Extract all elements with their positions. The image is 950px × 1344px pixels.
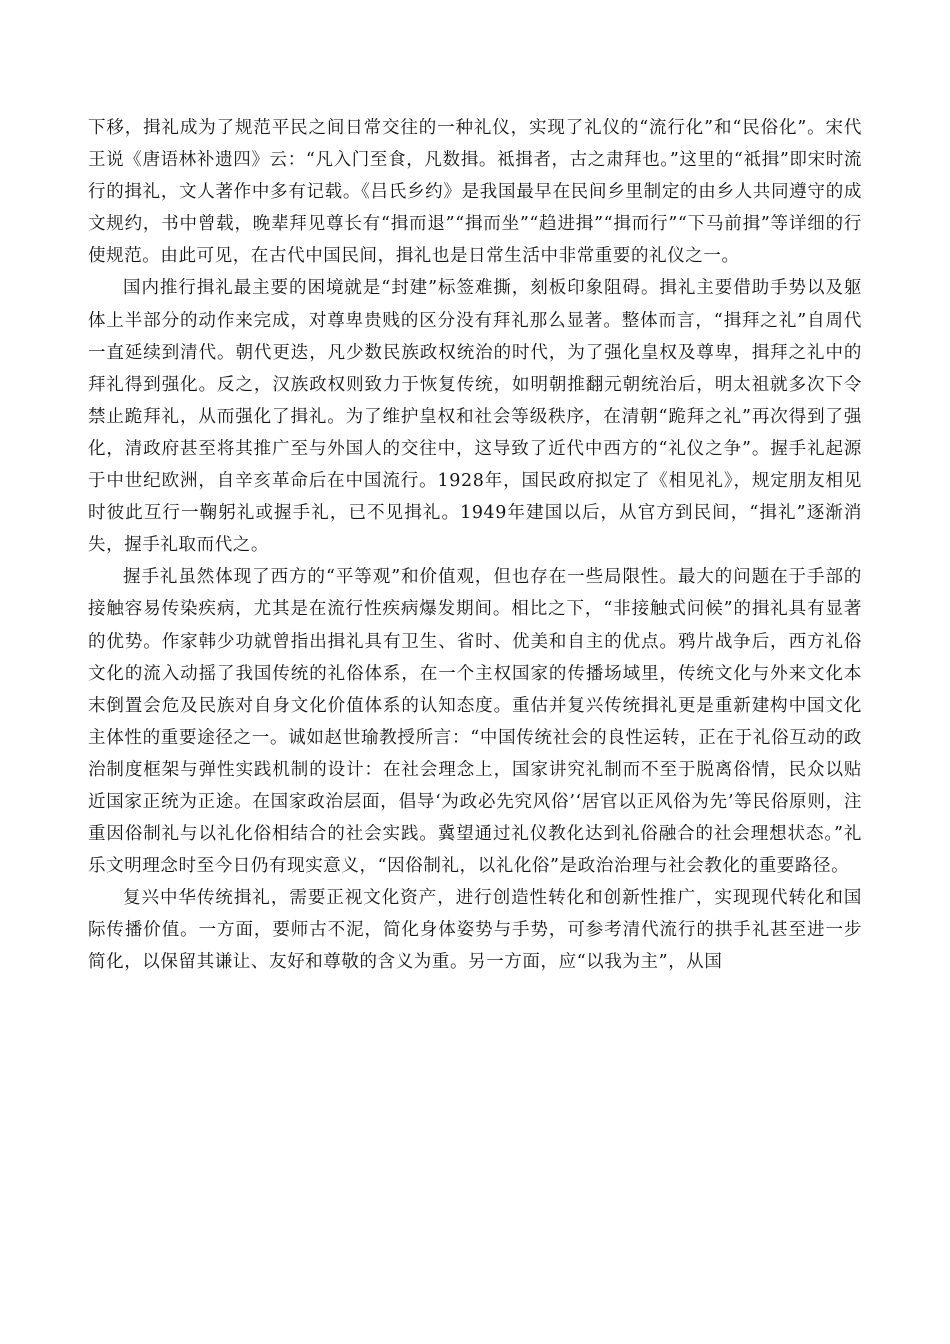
paragraph-2: 国内推行揖礼最主要的困境就是“封建”标签难撕，刻板印象阻碍。揖礼主要借助手势以及躯体上半部分的动作来完成，对尊卑贵贱的区分没有拜礼那么显著。整体而言，“揖拜之礼”自周代一直延续到清代。朝代更迭，凡少数民族政权统治的时代，为了强化皇权及尊卑，揖拜之礼中的拜礼得到强化。反之，汉族政权则致力于恢复传统，如明朝推翻元朝统治后，明太祖就多次下令禁止跪拜礼，从而强化了揖礼。为了维护皇权和社会等级秩序，在清朝“跪拜之礼”再次得到了强化，清政府甚至将其推广至与外国人的交往中，这导致了近代中西方的“礼仪之争”。握手礼起源于中世纪欧洲，自辛亥革命后在中国流行。1928年，国民政府拟定了《相见礼》，规定朋友相见时彼此互行一鞠躬礼或握手礼，已不见揖礼。1949年建国以后，从官方到民间，“揖礼”逐渐消失，握手礼取而代之。 bbox=[88, 278, 862, 556]
paragraph-4: 复兴中华传统揖礼，需要正视文化资产，进行创造性转化和创新性推广，实现现代转化和国际传播价值。一方面，要师古不泥，简化身体姿势与手势，可参考清代流行的拱手礼甚至进一步简化，以保留其谦让、友好和尊敬的含义为重。另一方面，应“以我为主”，从国 bbox=[88, 888, 862, 973]
paragraph-3: 握手礼虽然体现了西方的“平等观”和价值观，但也存在一些局限性。最大的问题在于手部的接触容易传染疾病，尤其是在流行性疾病爆发期间。相比之下，“非接触式问候”的揖礼具有显著的优势。作家韩少功就曾指出揖礼具有卫生、省时、优美和自主的优点。鸦片战争后，西方礼俗文化的流入动摇了我国传统的礼俗体系，在一个主权国家的传播场域里，传统文化与外来文化本末倒置会危及民族对自身文化价值体系的认知态度。重估并复兴传统揖礼更是重新建构中国文化主体性的重要途径之一。诚如赵世瑜教授所言：“中国传统社会的良性运转，正在于礼俗互动的政治制度框架与弹性实践机制的设计：在社会理念上，国家讲究礼制而不至于脱离俗情，民众以贴近国家正统为正途。在国家政治层面，倡导‘为政必先究风俗’‘居官以正风俗为先’等民俗原则，注重因俗制礼与以礼化俗相结合的社会实践。冀望通过礼仪教化达到礼俗融合的社会理想状态。”礼乐文明理念时至今日仍有现实意义，“因俗制礼，以礼化俗”是政治治理与社会教化的重要路径。 bbox=[88, 567, 862, 877]
paragraph-1: 下移，揖礼成为了规范平民之间日常交往的一种礼仪，实现了礼仪的“流行化”和“民俗化”。宋代王说《唐语林补遗四》云：“凡入门至食，凡数揖。祗揖者，古之肃拜也。”这里的“祗揖”即宋时流行的揖礼，文人著作中多有记载。《吕氏乡约》是我国最早在民间乡里制定的由乡人共同遵守的成文规约，书中曾载，晚辈拜见尊长有“揖而退”“揖而坐”“趋进揖”“揖而行”“下马前揖”等详细的行使规范。由此可见，在古代中国民间，揖礼也是日常生活中非常重要的礼仪之一。 bbox=[88, 118, 862, 267]
document-body bbox=[88, 112, 862, 979]
